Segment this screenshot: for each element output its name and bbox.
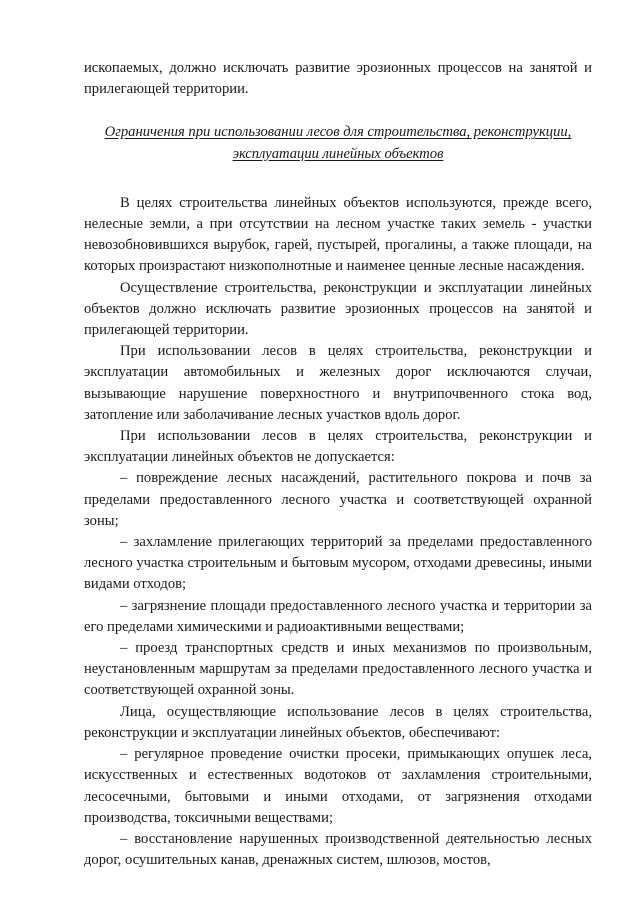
paragraph-4: При использовании лесов в целях строительства, реконструкции и эксплуатации линейных объектов не допускается: — [84, 428, 592, 466]
list-item-5: – регулярное проведение очистки просеки, примыкающих опушек леса, искусственных и естественных водотоков от захламления строительными, лесосечными, бытовыми и иными отходами, от загрязнения отходами производства, токсичными веществами; — [84, 746, 592, 826]
intro-paragraph: ископаемых, должно исключать развитие эрозионных процессов на занятой и прилегающей территории. — [84, 60, 592, 98]
paragraph-5: Лица, осуществляющие использование лесов в целях строительства, реконструкции и эксплуатации линейных объектов, обеспечивают: — [84, 703, 592, 741]
list-item-4: – проезд транспортных средств и иных механизмов по произвольным, неустановленным маршрутам за пределами предоставленного лесного участка и соответствующей охранной зоны. — [84, 640, 592, 699]
list-item-6: – восстановление нарушенных производственной деятельностью лесных дорог, осушительных канав, дренажных систем, шлюзов, мостов, — [84, 830, 592, 869]
document-page — [84, 58, 592, 871]
list-item-3: – загрязнение площади предоставленного лесного участка и территории за его пределами химическими и радиоактивными веществами; — [84, 597, 592, 635]
list-item-2: – захламление прилегающих территорий за пределами предоставленного лесного участка строительным и бытовым мусором, отходами древесины, иными видами отходов; — [84, 534, 592, 593]
paragraph-2: Осуществление строительства, реконструкции и эксплуатации линейных объектов должно исключать развитие эрозионных процессов на занятой и прилегающей территории. — [84, 279, 592, 339]
paragraph-1: В целях строительства линейных объектов используются, прежде всего, нелесные земли, а при отсутствии на лесном участке таких земель - участки невозобновившихся вырубок, гарей, пустырей, прогалины, а также площади, на которых произрастают низкополнотные и наименее ценные лесные насаждения. — [84, 194, 592, 275]
paragraph-3: При использовании лесов в целях строительства, реконструкции и эксплуатации автомобильных и железных дорог исключаются случаи, вызывающие нарушение поверхностного и внутрипочвенного стока вод, затопление или заболачивание лесных участков вдоль дорог. — [84, 343, 592, 423]
list-item-1: – повреждение лесных насаждений, растительного покрова и почв за пределами предоставленного лесного участка и соответствующей охранной зоны; — [84, 470, 592, 529]
section-heading: Ограничения при использовании лесов для строительства, реконструкции, эксплуатации линейных объектов — [104, 124, 572, 162]
